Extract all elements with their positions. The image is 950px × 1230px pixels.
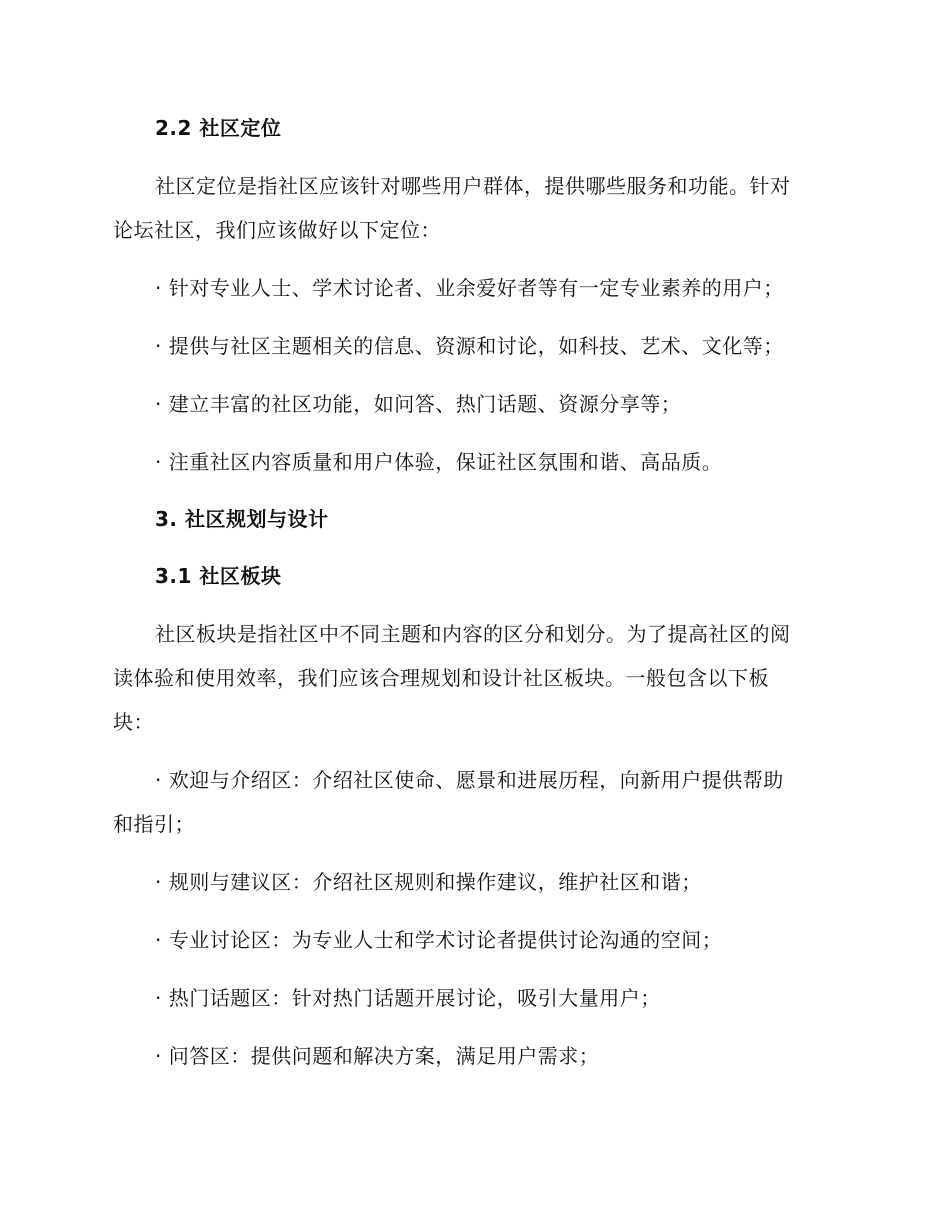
section-2-2-bullet: · 建立丰富的社区功能，如问答、热门话题、资源分享等；: [155, 392, 682, 416]
section-3-1-heading: 3.1 社区板块: [155, 564, 282, 588]
section-2-2-intro-line-1: 社区定位是指社区应该针对哪些用户群体，提供哪些服务和功能。针对: [155, 174, 791, 198]
section-3-1-intro-line-2: 读体验和使用效率，我们应该合理规划和设计社区板块。一般包含以下板: [113, 666, 769, 690]
section-3-1-intro-line-1: 社区板块是指社区中不同主题和内容的区分和划分。为了提高社区的阅: [155, 622, 791, 646]
section-2-2-bullet: · 针对专业人士、学术讨论者、业余爱好者等有一定专业素养的用户；: [155, 276, 784, 300]
section-2-2-heading: 2.2 社区定位: [155, 116, 282, 140]
section-3-1-bullet: · 热门话题区：针对热门话题开展讨论，吸引大量用户；: [155, 986, 661, 1010]
section-3-1-bullet: · 规则与建议区：介绍社区规则和操作建议，维护社区和谐；: [155, 870, 702, 894]
section-3-1-bullet-welcome-line-2: 和指引；: [113, 812, 195, 836]
section-3-1-bullet: · 问答区：提供问题和解决方案，满足用户需求；: [155, 1044, 600, 1068]
section-3-1-bullet: · 专业讨论区：为专业人士和学术讨论者提供讨论沟通的空间；: [155, 928, 723, 952]
section-3-1-intro-line-3: 块：: [113, 710, 154, 734]
section-3-heading: 3. 社区规划与设计: [155, 507, 329, 531]
section-2-2-bullet: · 提供与社区主题相关的信息、资源和讨论，如科技、艺术、文化等；: [155, 334, 784, 358]
section-2-2-bullet: · 注重社区内容质量和用户体验，保证社区氛围和谐、高品质。: [155, 450, 723, 474]
section-3-1-bullet-welcome-line-1: · 欢迎与介绍区：介绍社区使命、愿景和进展历程，向新用户提供帮助: [155, 768, 784, 792]
section-2-2-intro-line-2: 论坛社区，我们应该做好以下定位：: [113, 218, 441, 242]
